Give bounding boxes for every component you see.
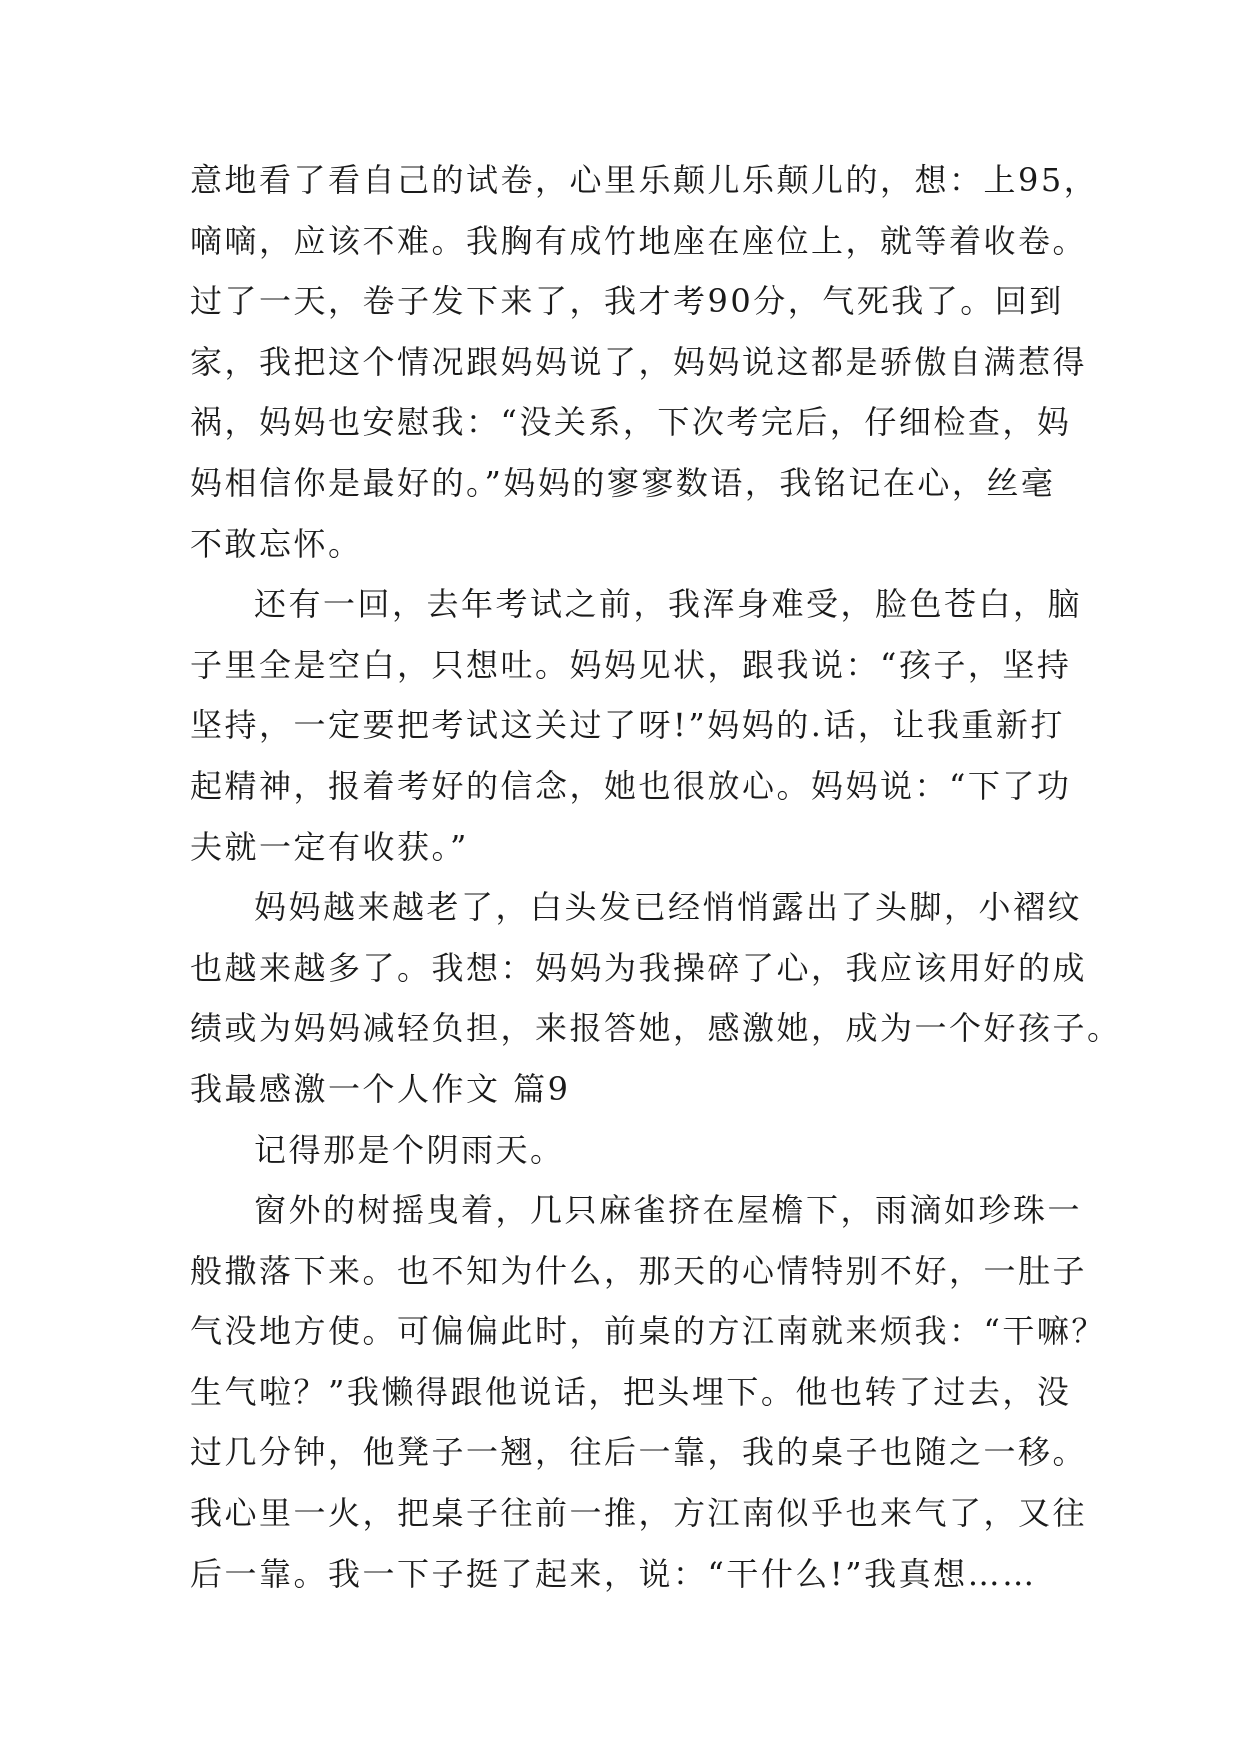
paragraph-first-line: 窗外的树摇曳着，几只麻雀挤在屋檐下，雨滴如珍珠一 [254,1191,1083,1230]
text-line: 绩或为妈妈减轻负担，来报答她，感激她，成为一个好孩子。 [190,1009,1122,1048]
text-line: 气没地方使。可偏偏此时，前桌的方江南就来烦我：“干嘛？ [190,1312,1106,1351]
text-line: 过了一天，卷子发下来了，我才考90分，气死我了。回到 [190,282,1064,321]
text-line: 家，我把这个情况跟妈妈说了，妈妈说这都是骄傲自满惹得 [190,342,1088,381]
text-line: 起精神，报着考好的信念，她也很放心。妈妈说：“下了功 [190,766,1072,805]
paragraph-first-line: 还有一回，去年考试之前，我浑身难受，脸色苍白，脑 [254,585,1083,624]
text-line: 般撒落下来。也不知为什么，那天的心情特别不好，一肚子 [190,1251,1088,1290]
paragraph-first-line: 记得那是个阴雨天。 [254,1130,565,1169]
text-line: 坚持，一定要把考试这关过了呀!”妈妈的.话，让我重新打 [190,706,1065,745]
text-line: 祸，妈妈也安慰我：“没关系，下次考完后，仔细检查，妈 [190,403,1072,442]
text-line: 不敢忘怀。 [190,524,363,563]
text-line: 也越来越多了。我想：妈妈为我操碎了心，我应该用好的成 [190,948,1088,987]
paragraph-first-line: 妈妈越来越老了，白头发已经悄悄露出了头脚，小褶纹 [254,888,1083,927]
text-line: 我心里一火，把桌子往前一推，方江南似乎也来气了，又往 [190,1494,1088,1533]
text-line: 嘀嘀，应该不难。我胸有成竹地座在座位上，就等着收卷。 [190,221,1088,260]
text-line: 后一靠。我一下子挺了起来，说：“干什么!”我真想…… [190,1554,1037,1593]
text-line: 子里全是空白，只想吐。妈妈见状，跟我说：“孩子，坚持 [190,645,1072,684]
text-line: 生气啦？”我懒得跟他说话，把头埋下。他也转了过去，没 [190,1372,1072,1411]
text-line: 夫就一定有收获。” [190,827,469,866]
document-body [190,150,1122,1604]
text-line: 妈相信你是最好的。”妈妈的寥寥数语，我铭记在心，丝毫 [190,463,1056,502]
text-line: 意地看了看自己的试卷，心里乐颠儿乐颠儿的，想：上95， [190,161,1099,199]
text-line: 过几分钟，他凳子一翘，往后一靠，我的桌子也随之一移。 [190,1433,1088,1472]
text-line: 我最感激一个人作文 篇9 [190,1069,571,1108]
